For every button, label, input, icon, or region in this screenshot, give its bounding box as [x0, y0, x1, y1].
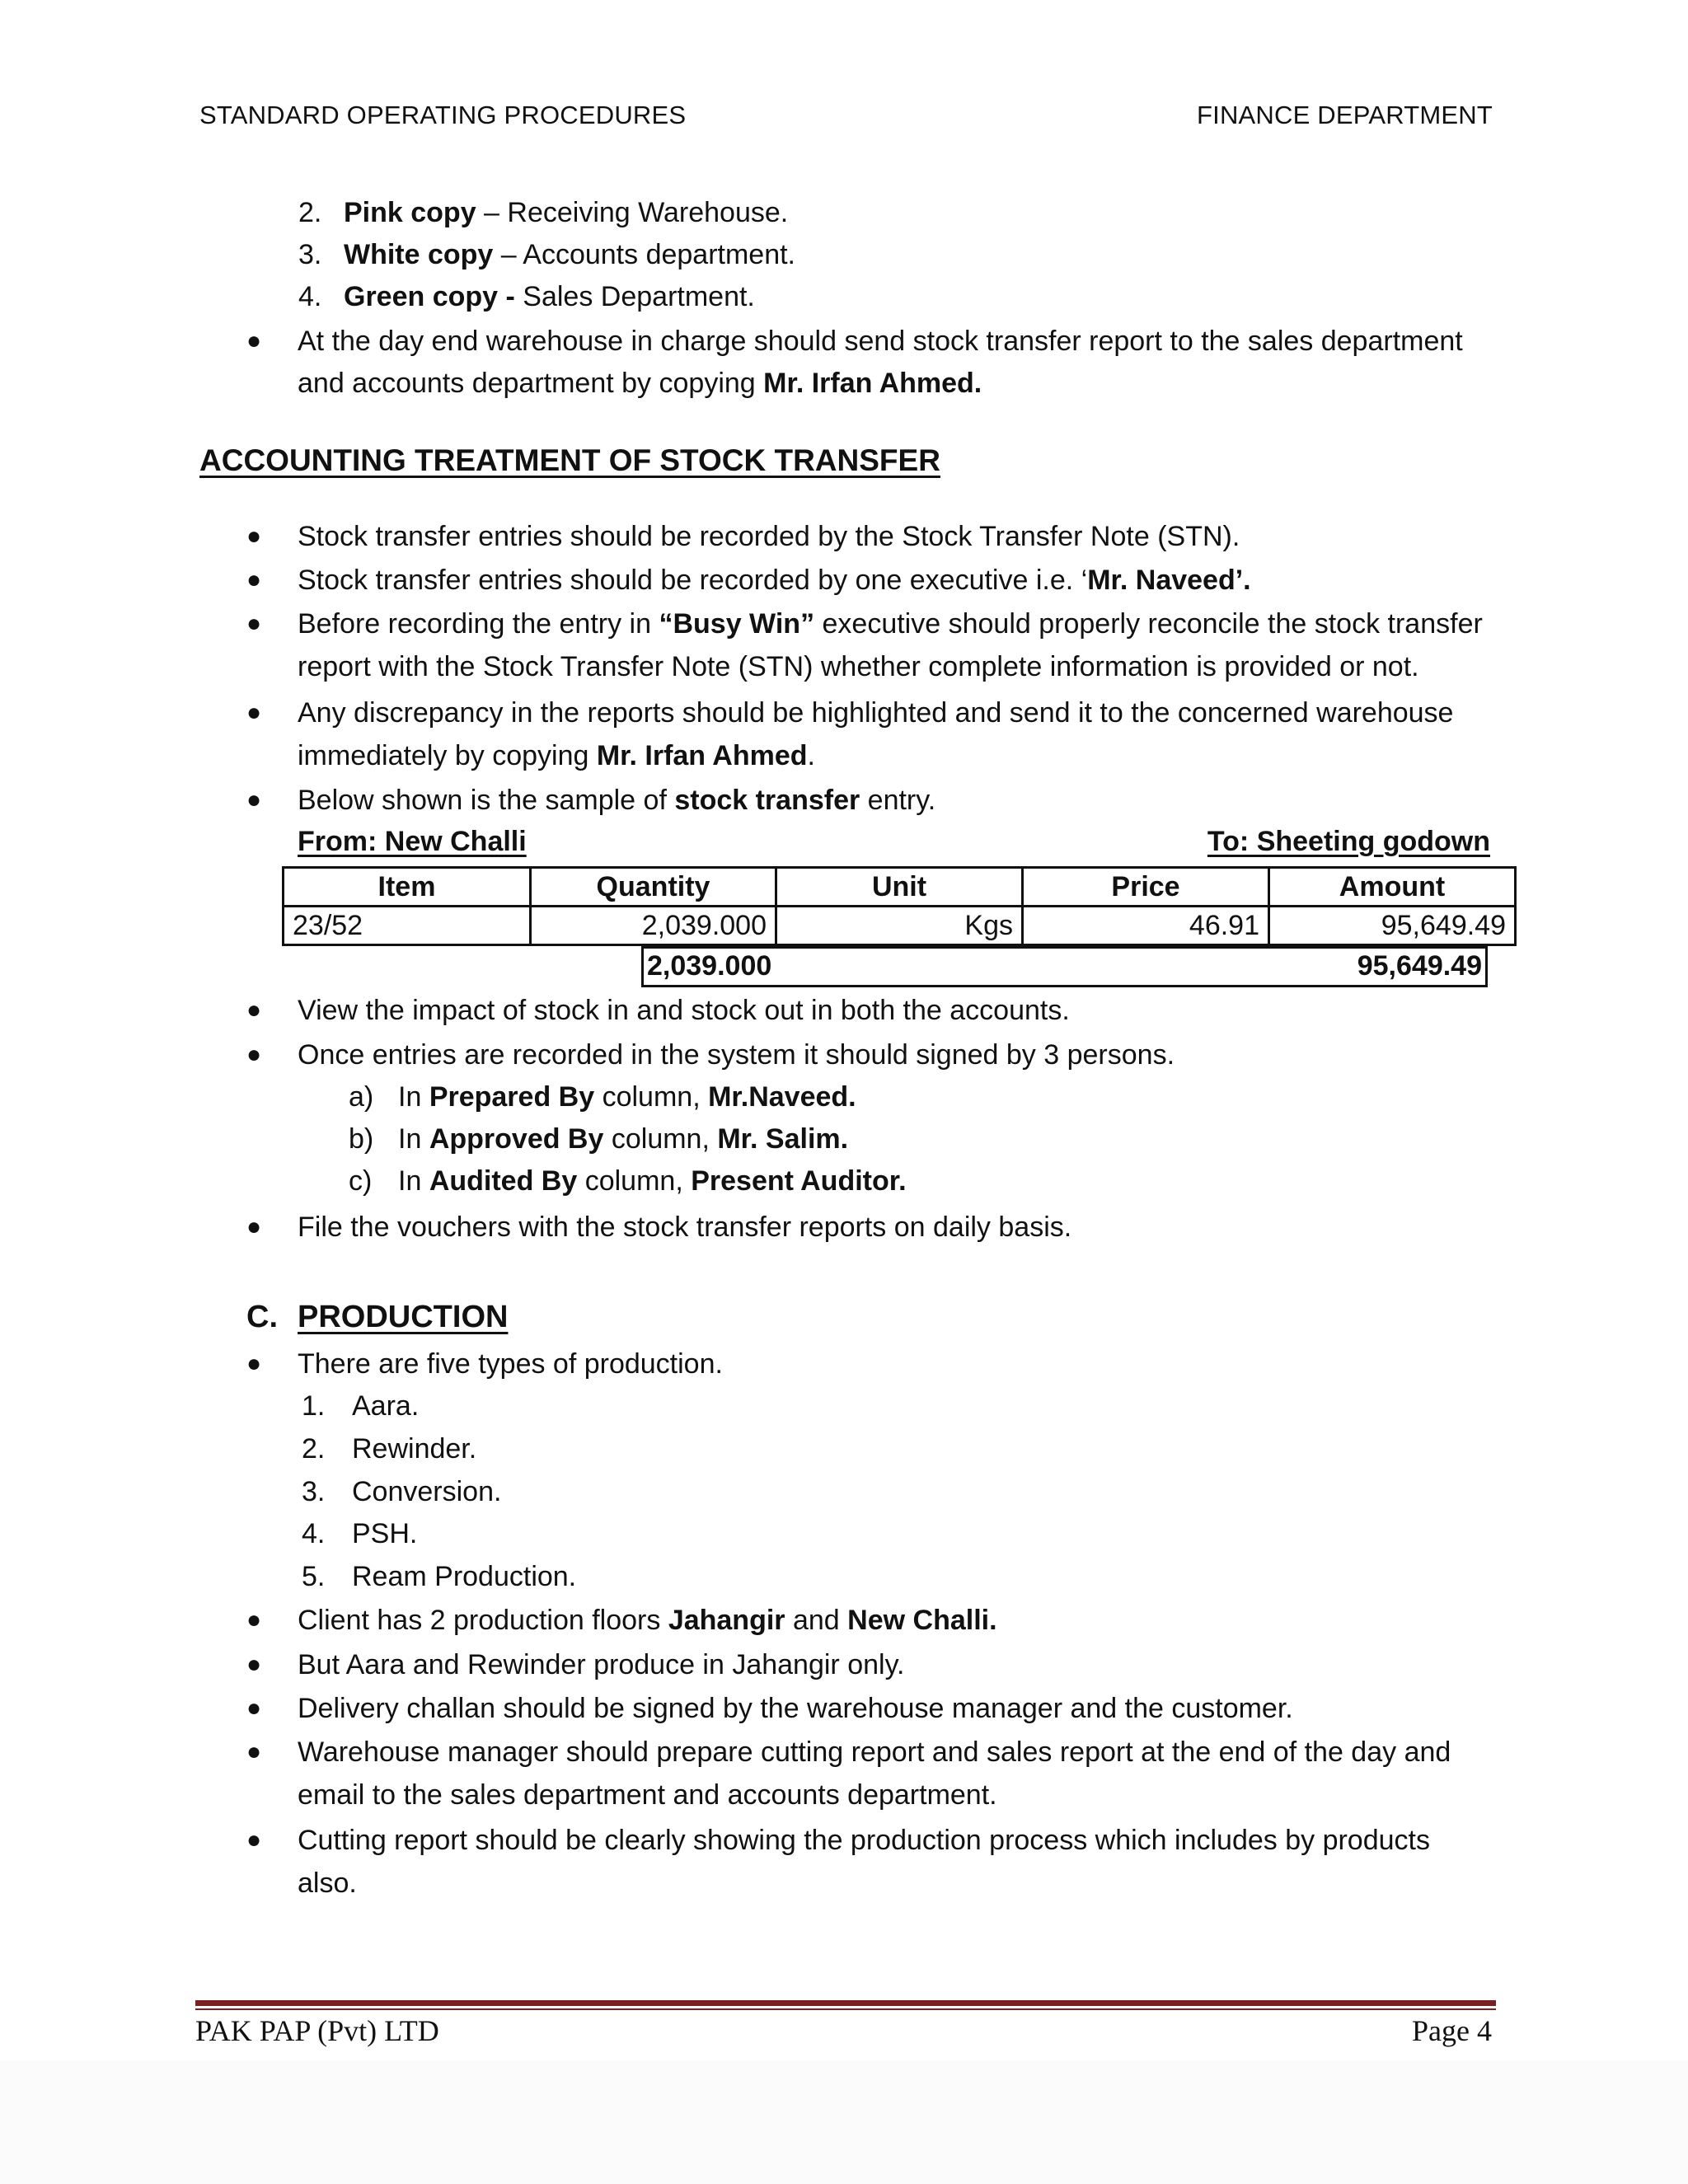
sub-list-item: In Approved By column, Mr. Salim.: [398, 1123, 849, 1155]
sub-list-item: In Audited By column, Present Auditor.: [398, 1165, 907, 1197]
totals-row: [641, 946, 1488, 987]
paragraph: immediately by copying Mr. Irfan Ahmed.: [298, 740, 815, 771]
bullet-icon: ●: [246, 1606, 262, 1633]
footer-area: [0, 2060, 1688, 2184]
paragraph: Warehouse manager should prepare cutting report and sales report at the end of the day and: [298, 1736, 1451, 1768]
bullet-icon: ●: [246, 1213, 262, 1240]
sub-list-letter: a): [349, 1081, 374, 1113]
list-item: Conversion.: [352, 1476, 502, 1507]
total-quantity: 2,039.000: [647, 950, 772, 982]
paragraph: email to the sales department and accounts department.: [298, 1779, 997, 1811]
bullet-icon: ●: [246, 996, 262, 1024]
bullet-icon: ●: [246, 1694, 262, 1722]
column-header: Quantity: [531, 868, 776, 907]
total-amount: 95,649.49: [1357, 950, 1482, 982]
bullet-icon: ●: [246, 1738, 262, 1765]
paragraph: and accounts department by copying Mr. Irfan Ahmed.: [298, 368, 982, 399]
sub-list-letter: c): [349, 1165, 373, 1197]
paragraph: Below shown is the sample of stock transfer entry.: [298, 785, 936, 816]
list-item: Ream Production.: [352, 1561, 577, 1592]
paragraph: Cutting report should be clearly showing the production process which includes by products: [298, 1825, 1430, 1856]
transfer-from: From: New Challi: [298, 826, 527, 857]
list-number: 3.: [298, 239, 322, 270]
bullet-icon: ●: [246, 610, 262, 637]
section-heading: ACCOUNTING TREATMENT OF STOCK TRANSFER: [199, 443, 940, 477]
list-item: Green copy - Sales Department.: [344, 281, 755, 312]
paragraph: Stock transfer entries should be recorded by the Stock Transfer Note (STN).: [298, 521, 1240, 552]
section-heading: PRODUCTION: [298, 1300, 509, 1334]
cell-quantity: 2,039.000: [531, 907, 776, 945]
cell-item: 23/52: [284, 907, 531, 945]
footer-company: PAK PAP (Pvt) LTD: [195, 2014, 439, 2047]
header-right: FINANCE DEPARTMENT: [1197, 101, 1493, 129]
list-number: 2.: [298, 197, 322, 228]
table-row: [284, 907, 1516, 945]
column-header: Amount: [1269, 868, 1516, 907]
footer-rule-thin: [195, 2008, 1496, 2010]
paragraph: report with the Stock Transfer Note (STN) whether complete information is provided or not.: [298, 651, 1419, 682]
cell-price: 46.91: [1023, 907, 1269, 945]
bullet-icon: ●: [246, 1826, 262, 1854]
bullet-icon: ●: [246, 1350, 262, 1377]
bullet-icon: ●: [246, 523, 262, 550]
section-letter: C.: [246, 1300, 278, 1334]
table-header-row: [284, 868, 1516, 907]
list-number: 4.: [298, 281, 322, 312]
list-number: 1.: [302, 1390, 326, 1422]
cell-amount: 95,649.49: [1269, 907, 1516, 945]
cell-unit: Kgs: [776, 907, 1023, 945]
column-header: Unit: [776, 868, 1023, 907]
paragraph: Stock transfer entries should be recorded by one executive i.e. ‘Mr. Naveed’.: [298, 565, 1251, 596]
list-number: 5.: [302, 1561, 326, 1592]
paragraph: Any discrepancy in the reports should be highlighted and send it to the concerned warehouse: [298, 697, 1454, 729]
transfer-to: To: Sheeting godown: [1207, 826, 1490, 857]
paragraph: At the day end warehouse in charge should send stock transfer report to the sales department: [298, 326, 1463, 357]
sub-list-item: In Prepared By column, Mr.Naveed.: [398, 1081, 856, 1113]
paragraph: Once entries are recorded in the system it should signed by 3 persons.: [298, 1039, 1175, 1071]
column-header: Item: [284, 868, 531, 907]
sub-list-letter: b): [349, 1123, 374, 1155]
paragraph: But Aara and Rewinder produce in Jahangir only.: [298, 1649, 905, 1680]
list-number: 3.: [302, 1476, 326, 1507]
footer-rule: [195, 2000, 1496, 2006]
stock-transfer-table: [282, 866, 1517, 946]
bullet-icon: ●: [246, 327, 262, 354]
paragraph: Client has 2 production floors Jahangir and New Challi.: [298, 1605, 997, 1636]
page-number: Page 4: [1412, 2014, 1492, 2047]
bullet-icon: ●: [246, 1651, 262, 1678]
list-number: 4.: [302, 1518, 326, 1549]
list-item: Rewinder.: [352, 1433, 477, 1465]
paragraph: File the vouchers with the stock transfer reports on daily basis.: [298, 1212, 1072, 1243]
list-item: Aara.: [352, 1390, 420, 1422]
paragraph: Before recording the entry in “Busy Win” executive should properly reconcile the stock transfer: [298, 608, 1483, 640]
bullet-icon: ●: [246, 1041, 262, 1068]
list-item: PSH.: [352, 1518, 418, 1549]
bullet-icon: ●: [246, 786, 262, 813]
paragraph: also.: [298, 1868, 357, 1899]
bullet-icon: ●: [246, 566, 262, 593]
paragraph: View the impact of stock in and stock out in both the accounts.: [298, 995, 1070, 1026]
list-item: White copy – Accounts department.: [344, 239, 796, 270]
list-number: 2.: [302, 1433, 326, 1465]
paragraph: Delivery challan should be signed by the warehouse manager and the customer.: [298, 1693, 1293, 1724]
paragraph: There are five types of production.: [298, 1348, 723, 1380]
column-header: Price: [1023, 868, 1269, 907]
list-item: Pink copy – Receiving Warehouse.: [344, 197, 789, 228]
bullet-icon: ●: [246, 699, 262, 726]
header-left: STANDARD OPERATING PROCEDURES: [199, 101, 687, 129]
